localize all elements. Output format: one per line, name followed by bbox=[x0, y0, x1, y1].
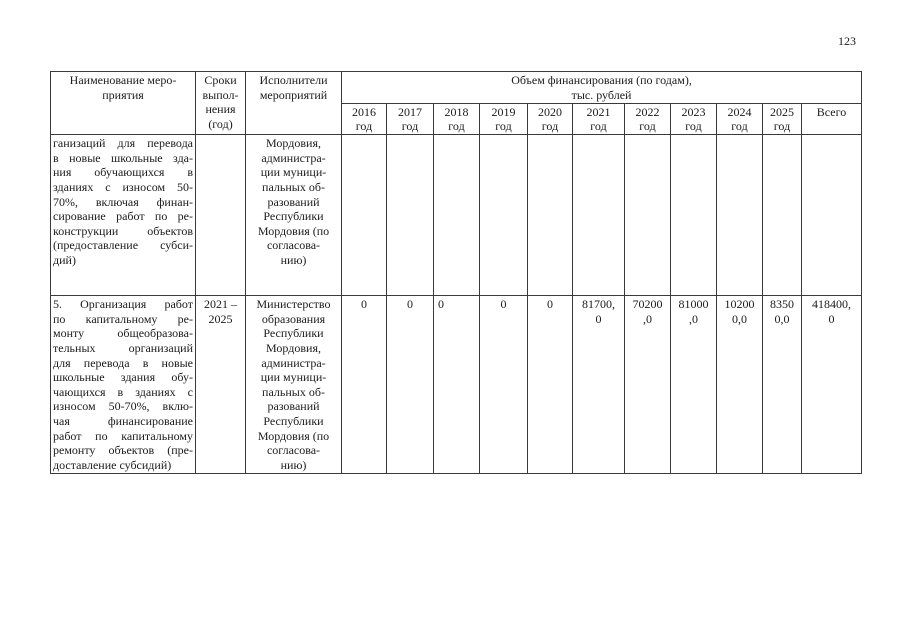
header-year: 2017 год bbox=[387, 104, 434, 135]
header-row-1 bbox=[51, 72, 862, 104]
financing-table bbox=[50, 71, 862, 474]
executors-cell: Мордовия, администра- ции муници- пальных об- разований Республики Мордовия (по согласова- нию) bbox=[246, 135, 342, 296]
header-year: 2019 год bbox=[480, 104, 528, 135]
table-row bbox=[51, 296, 862, 474]
value-cell-2018: 0 bbox=[434, 296, 480, 474]
value-cell bbox=[671, 135, 717, 296]
value-cell-2024: 10200 0,0 bbox=[717, 296, 763, 474]
header-year: 2023 год bbox=[671, 104, 717, 135]
executors-cell: Министерство образования Республики Мордовия, администра- ции муници- пальных об- разований Республики Мордовия (по согласова- нию) bbox=[246, 296, 342, 474]
value-cell bbox=[573, 135, 625, 296]
value-cell bbox=[717, 135, 763, 296]
header-year: 2018 год bbox=[434, 104, 480, 135]
page-number: 123 bbox=[838, 34, 856, 48]
value-cell-2019: 0 bbox=[480, 296, 528, 474]
value-cell bbox=[763, 135, 802, 296]
activity-name-cell: 5. Организация работ по капитальному ре- монту общеобразова- тельных организаций для перевода в новые школьные здания обу- чающихся в зданиях с износом 50-70%, вклю- чая финансирование работ по капитальному ремонту объектов (пре- доставление субсидий) bbox=[51, 296, 196, 474]
value-cell bbox=[625, 135, 671, 296]
header-year: 2022 год bbox=[625, 104, 671, 135]
value-cell-2025: 8350 0,0 bbox=[763, 296, 802, 474]
header-volume: Объем финансирования (по годам), тыс. рублей bbox=[342, 72, 862, 104]
header-name: Наименование меро- приятия bbox=[51, 72, 196, 135]
header-executors: Исполнители мероприятий bbox=[246, 72, 342, 135]
activity-name-cell: ганизаций для перевода в новые школьные зда- ния обучающихся в зданиях с износом 50- 70%, включая финан- сирование работ по ре- конструкции объектов (предоставление субси- дий) bbox=[51, 135, 196, 296]
table-row bbox=[51, 135, 862, 296]
header-year: 2020 год bbox=[528, 104, 573, 135]
terms-cell: 2021 – 2025 bbox=[196, 296, 246, 474]
value-cell-2020: 0 bbox=[528, 296, 573, 474]
header-year: 2024 год bbox=[717, 104, 763, 135]
value-cell-total: 418400, 0 bbox=[802, 296, 862, 474]
value-cell bbox=[528, 135, 573, 296]
value-cell bbox=[434, 135, 480, 296]
header-year: 2025 год bbox=[763, 104, 802, 135]
header-year: 2021 год bbox=[573, 104, 625, 135]
value-cell-2016: 0 bbox=[342, 296, 387, 474]
terms-cell bbox=[196, 135, 246, 296]
value-cell-2022: 70200 ,0 bbox=[625, 296, 671, 474]
header-terms: Сроки выпол- нения (год) bbox=[196, 72, 246, 135]
value-cell bbox=[387, 135, 434, 296]
header-total: Всего bbox=[802, 104, 862, 135]
value-cell bbox=[480, 135, 528, 296]
header-year: 2016 год bbox=[342, 104, 387, 135]
value-cell-2017: 0 bbox=[387, 296, 434, 474]
value-cell-2021: 81700, 0 bbox=[573, 296, 625, 474]
value-cell-2023: 81000 ,0 bbox=[671, 296, 717, 474]
value-cell bbox=[802, 135, 862, 296]
value-cell bbox=[342, 135, 387, 296]
